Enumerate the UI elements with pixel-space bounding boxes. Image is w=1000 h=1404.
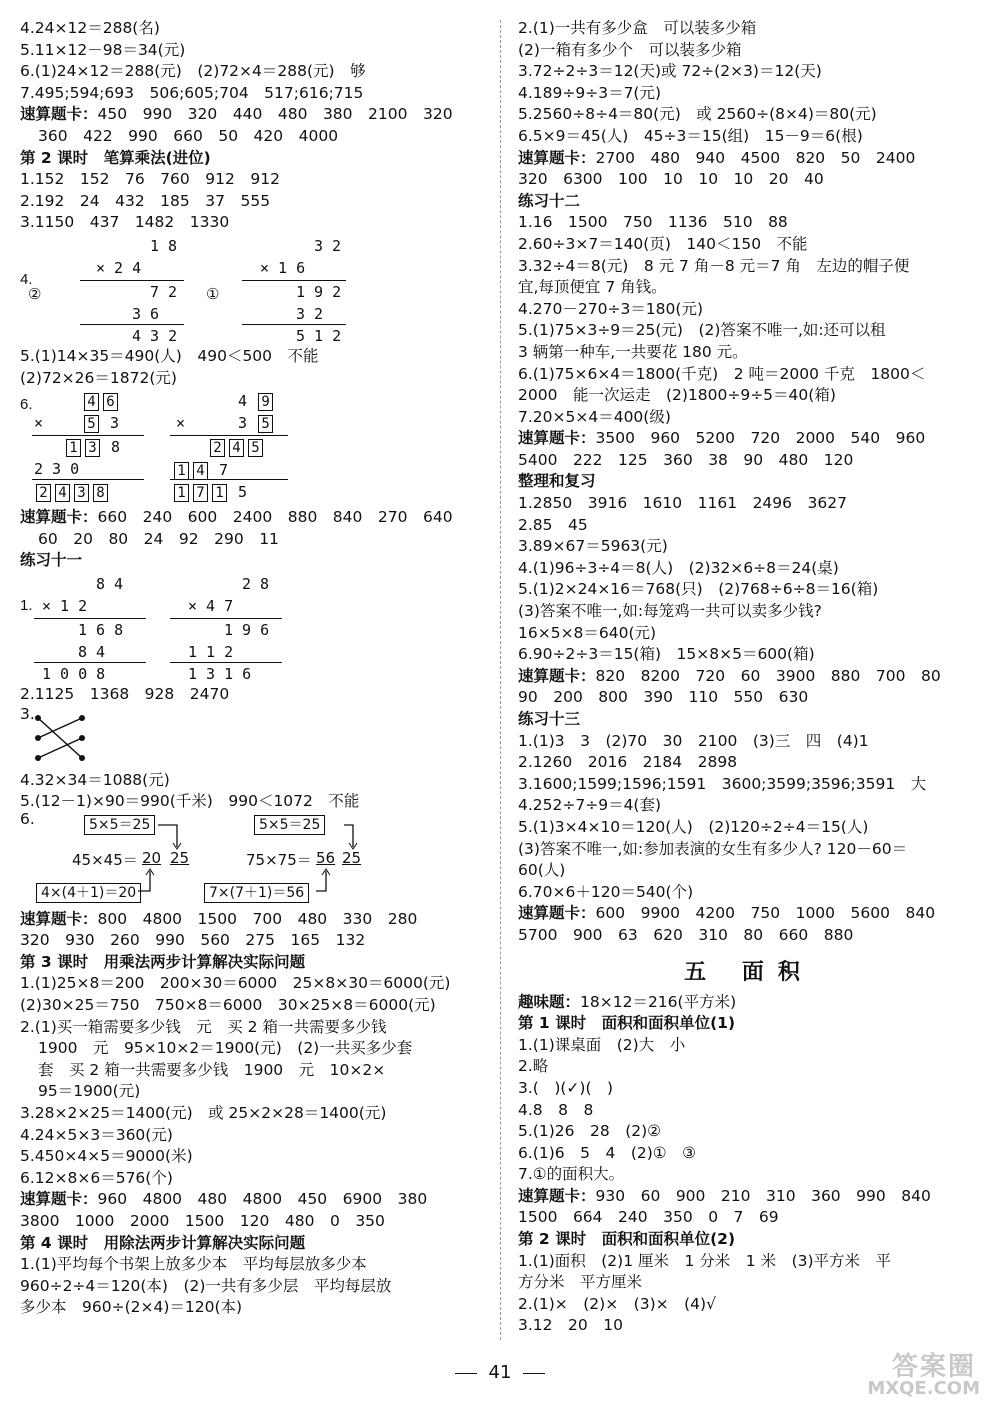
quick-card-label: 速算题卡： [20,508,98,527]
blank-box: 7 [193,484,208,502]
quick-card [20,909,490,931]
right-column [518,18,980,1337]
quick-card [20,1189,490,1211]
column-divider [500,20,501,1340]
blank-box: 4 [193,462,208,480]
answer-line: 6.12×8×6＝576(个) [20,1168,173,1187]
times-sign: × [34,414,44,433]
partial-product: 1 6 8 [78,620,124,639]
answer-line: 5.450×4×5＝9000(米) [20,1147,193,1166]
blank-box: 2 [210,439,225,457]
quick-card-values: 3800 1000 2000 1500 120 480 0 350 [20,1212,385,1230]
quick-card [518,428,980,450]
exercise-title: 练习十二 [518,191,581,210]
lesson-title: 第 1 课时 面积和面积单位(1) [518,1014,736,1033]
quick-card-values: 320 930 260 990 560 275 165 132 [20,931,366,950]
quick-card-values: 60 20 80 24 92 290 11 [38,529,279,548]
blank-box: 5 [258,415,273,433]
fun-question [518,992,980,1014]
watermark-url: MXQE.COM [867,1378,980,1399]
times-sign: × [176,414,186,433]
exercise-title: 练习十一 [20,551,83,570]
quick-card-label: 速算题卡： [20,105,98,124]
product: 4 3 2 [132,326,178,345]
product: 1 3 1 6 [188,664,252,683]
answer-line: 宜,每顶便宜 7 角钱。 [518,278,667,297]
answer-line: 4.(1)96÷3÷4＝8(人) (2)32×6÷8＝24(桌) [518,558,839,577]
quick-card-label: 速算题卡： [518,429,596,448]
multiplier: × 1 2 [42,596,88,615]
answer-line: 2.(1)买一箱需要多少钱 元 买 2 箱一共需要多少钱 [20,1017,387,1036]
question-number: 6. [20,809,35,828]
fun-question-answer: 18×12＝216(平方米) [580,992,737,1011]
answer-line: 4.252÷7÷9＝4(套) [518,796,662,815]
formula-value: 25 [342,848,362,867]
order-mark: ② [28,284,42,303]
quick-card-label: 速算题卡： [20,909,98,928]
quick-card-values: 660 240 600 2400 880 840 270 640 [97,508,453,527]
answer-line: 2.60÷3×7＝140(页) 140＜150 不能 [518,234,808,253]
left-column [20,18,490,1319]
answer-line: 5.(1)3×4×10＝120(人) (2)120÷2÷4＝15(人) [518,817,869,836]
section-title: 整理和复习 [518,472,596,491]
answer-line: 1.2850 3916 1610 1161 2496 3627 [518,494,847,513]
answer-line: 3.72÷2÷3＝12(天)或 72÷(2×3)＝12(天) [518,62,822,81]
digit: 5 [238,483,248,502]
pattern-diagram [20,809,490,909]
rule-line [34,618,146,619]
answer-line: 1.16 1500 750 1136 510 88 [518,213,788,232]
rule-line [32,435,144,436]
question-number: 4. [20,270,33,288]
answer-line: 1.(1)平均每个书架上放多少本 平均每层放多少本 [20,1255,367,1274]
blank-box: 6 [103,393,118,411]
quick-card-label: 速算题卡： [518,666,596,685]
blank-box: 1 [66,439,81,457]
answer-line: 4.24×5×3＝360(元) [20,1125,173,1144]
blank-box: 3 [85,439,100,457]
answer-line: 4.24×12＝288(名) [20,19,160,37]
matching-diagram [20,706,490,770]
quick-card-label: 速算题卡： [518,1186,596,1205]
answer-line: 方分米 平方厘米 [518,1273,643,1292]
quick-card-label: 速算题卡： [518,904,596,923]
rule-line [34,662,146,663]
page-number [0,1362,1000,1383]
chapter-number: 五 [684,959,721,985]
blank-box: 8 [93,484,108,502]
digit: 8 [111,438,121,457]
digit: 4 [238,392,248,411]
answer-line: 5.(1)2×24×16＝768(只) (2)768÷6÷8＝16(箱) [518,580,879,599]
rule-line [170,618,282,619]
answer-line: 6.(1)6 5 4 (2)① ③ [518,1143,697,1162]
answer-line: (2)一箱有多少个 可以装多少箱 [518,40,742,59]
lesson-title: 第 3 课时 用乘法两步计算解决实际问题 [20,952,306,971]
lesson-title: 第 2 课时 面积和面积单位(2) [518,1230,736,1249]
quick-card-values: 1500 664 240 350 0 7 69 [518,1208,779,1227]
quick-card [20,104,490,126]
quick-card-values: 320 6300 100 10 10 10 20 40 [518,170,824,189]
answer-line: (3)答案不唯一,如:参加表演的女生有多少人? 120－60＝ [518,839,908,858]
formula-box: 5×5＝25 [254,815,325,835]
multiplicand: 3 2 [314,236,342,255]
answer-line: 2.(1)一共有多少盒 可以装多少箱 [518,19,757,37]
answer-line: (2)30×25＝750 750×8＝6000 30×25×8＝6000(元) [20,996,436,1015]
lesson-title: 第 4 课时 用除法两步计算解决实际问题 [20,1233,306,1252]
quick-card-values: 2700 480 940 4500 820 50 2400 [595,148,916,167]
answer-line: 16×5×8＝640(元) [518,623,657,642]
digit: 7 [219,461,229,480]
partial-product: 2 3 0 [34,460,80,479]
chapter-name: 面积 [741,959,814,985]
digit: 3 [238,414,248,433]
quick-card-values: 600 9900 4200 750 1000 5600 840 [595,904,936,923]
answer-line: 4.189÷9÷3＝7(元) [518,83,662,102]
blank-box: 5 [84,415,99,433]
blank-box: 2 [36,484,51,502]
quick-card [518,1186,980,1208]
quick-card-values: 90 200 800 390 110 550 630 [518,688,809,707]
crossed-lines-icon [32,706,92,770]
answer-line: 5.11×12－98＝34(元) [20,40,186,59]
answer-line: 7.495;594;693 506;605;704 517;616;715 [20,83,364,102]
answer-line: 3.89×67＝5963(元) [518,537,668,556]
rule-line [170,435,288,436]
blank-box: 9 [258,393,273,411]
answer-line: 1.(1)课桌面 (2)大 小 [518,1035,686,1054]
blank-box: 3 [74,484,89,502]
answer-line: 7.20×5×4＝400(级) [518,407,671,426]
answer-line: 5.(1)75×3÷9＝25(元) (2)答案不唯一,如:还可以租 [518,321,886,340]
rule-line [170,479,288,480]
rule-line [80,280,184,281]
answer-line: 3.( )(✓)( ) [518,1078,614,1097]
quick-card [20,507,490,529]
rule-line [242,324,346,325]
quick-card-values: 5400 222 125 360 38 90 480 120 [518,450,854,469]
fun-question-label: 趣味题： [518,992,581,1011]
quick-card [518,148,980,170]
answer-line: 4.270－270÷3＝180(元) [518,299,703,318]
answer-line: 95＝1900(元) [38,1082,141,1101]
quick-card-values: 800 4800 1500 700 480 330 280 [97,909,418,928]
answer-line: 3.32÷4＝8(元) 8 元 7 角－8 元＝7 角 左边的帽子便 [518,256,910,275]
digit: 3 [110,414,120,433]
answer-line: 2.1260 2016 2184 2898 [518,753,738,772]
chapter-heading [518,955,980,986]
answer-line: 1.(1)3 3 (2)70 30 2100 (3)三 四 (4)1 [518,731,869,750]
formula-box: 4×(4＋1)＝20 [36,883,141,903]
formula-value: 56 [316,848,336,867]
rule-line [242,280,346,281]
answer-line: 5.2560÷8÷4＝80(元) 或 2560÷(8×4)＝80(元) [518,105,877,124]
blank-box: 4 [55,484,70,502]
answer-line: 3.12 20 10 [518,1316,623,1335]
rule-line [170,662,282,663]
answer-line: 3.28×2×25＝1400(元) 或 25×2×28＝1400(元) [20,1104,387,1123]
quick-card [518,903,980,925]
blank-box: 4 [229,439,244,457]
page-number-value: 41 [488,1362,512,1383]
partial-product: 1 9 2 [296,282,342,301]
answer-line: 1900 元 95×10×2＝1900(元) (2)一共买多少套 [38,1039,413,1058]
answer-line: (2)72×26＝1872(元) [20,368,177,387]
rule-line [80,324,184,325]
boxed-multiplication-q6 [20,389,490,507]
blank-box: 1 [174,462,189,480]
answer-line: 2000 能一次运走 (2)1800÷9÷5＝40(箱) [518,386,836,405]
multiplier: × 2 4 [96,258,142,277]
quick-card-label: 速算题卡： [518,148,596,167]
formula-value: 25 [170,848,190,867]
lesson-title: 第 2 课时 笔算乘法(进位) [20,148,211,167]
answer-line: 5.(12－1)×90＝990(千米) 990＜1072 不能 [20,792,360,811]
quick-card-values: 960 4800 480 4800 450 6900 380 [97,1190,428,1209]
multiplier: × 4 7 [188,596,234,615]
answer-line: 2.192 24 432 185 37 555 [20,191,271,210]
blank-box: 1 [174,484,189,502]
answer-line: 1.(1)25×8＝200 200×30＝6000 25×8×30＝6000(元) [20,974,451,993]
partial-product: 1 9 6 [224,620,270,639]
order-mark: ① [206,284,220,303]
answer-line: 4.32×34＝1088(元) [20,770,170,789]
partial-product: 3 2 [296,304,324,323]
partial-product: 8 4 [78,642,106,661]
answer-line: 2.略 [518,1057,549,1076]
formula-text: 75×75＝ [246,850,312,869]
multiplier: × 1 6 [260,258,306,277]
answer-line: 6.90÷2÷3＝15(箱) 15×8×5＝600(箱) [518,645,815,664]
answer-line: 套 买 2 箱一共需要多少钱 1900 元 10×2× [38,1060,386,1079]
blank-box: 1 [212,484,227,502]
partial-product: 3 6 [132,304,160,323]
answer-line: 4.8 8 8 [518,1100,594,1119]
question-number: 6. [20,396,33,414]
partial-product: 7 2 [150,282,178,301]
formula-box: 7×(7＋1)＝56 [204,883,309,903]
watermark-logo: 答案圈 [891,1352,976,1382]
answer-line: 960÷2÷4＝120(本) (2)一共有多少层 平均每层放 [20,1276,392,1295]
quick-card-values: 450 990 320 440 480 380 2100 320 [97,105,453,124]
quick-card-values: 3500 960 5200 720 2000 540 960 [595,429,926,448]
multiplicand: 8 4 [96,574,124,593]
quick-card-values: 930 60 900 210 310 360 990 840 [595,1186,931,1205]
answer-line: 多少本 960÷(2×4)＝120(本) [20,1298,243,1317]
answer-line: (3)答案不唯一,如:每笼鸡一共可以卖多少钱? [518,602,822,621]
question-number: 1. [20,596,33,614]
answer-line: 1.(1)面积 (2)1 厘米 1 分米 1 米 (3)平方米 平 [518,1251,892,1270]
product: 1 0 0 8 [42,664,106,683]
exercise-title: 练习十三 [518,710,581,728]
answer-line: 3 辆第一种车,一共要花 180 元。 [518,342,748,361]
vertical-multiplication-q4 [20,234,490,346]
quick-card-values: 360 422 990 660 50 420 4000 [38,126,339,145]
vertical-multiplication-ex11 [20,572,490,684]
answer-line: 2.85 45 [518,515,588,534]
answer-line: 3.1150 437 1482 1330 [20,213,230,232]
answer-line: 2.(1)× (2)× (3)× (4)√ [518,1294,716,1313]
answer-line: 6.5×9＝45(人) 45÷3＝15(组) 15－9＝6(根) [518,126,863,145]
answer-line: 5.(1)14×35＝490(人) 490＜500 不能 [20,346,319,365]
quick-card-values: 5700 900 63 620 310 80 660 880 [518,925,854,944]
rule-line [32,479,144,480]
formula-text: 45×45＝ [72,850,138,869]
formula-box: 5×5＝25 [84,815,155,835]
blank-box: 4 [84,393,99,411]
quick-card [518,666,980,688]
question-number: 3. [20,704,35,723]
partial-product: 1 1 2 [188,642,234,661]
blank-box: 5 [248,439,263,457]
answer-line: 6.(1)75×6×4＝1800(千克) 2 吨＝2000 千克 1800＜ [518,364,926,383]
answer-line: 6.70×6＋120＝540(个) [518,882,694,901]
answer-line: 2.1125 1368 928 2470 [20,684,230,703]
answer-line: 60(人) [518,861,566,880]
multiplicand: 2 8 [242,574,270,593]
quick-card-values: 820 8200 720 60 3900 880 700 80 [595,666,941,685]
answer-line: 7.①的面积大。 [518,1165,625,1184]
quick-card-label: 速算题卡： [20,1190,98,1209]
answer-line: 1.152 152 76 760 912 912 [20,170,280,189]
answer-line: 3.1600;1599;1596;1591 3600;3599;3596;3591 大 [518,774,927,793]
answer-line: 5.(1)26 28 (2)② [518,1122,662,1141]
formula-value: 20 [142,848,162,867]
answer-line: 6.(1)24×12＝288(元) (2)72×4＝288(元) 够 [20,62,366,81]
multiplicand: 1 8 [150,236,178,255]
product: 5 1 2 [296,326,342,345]
